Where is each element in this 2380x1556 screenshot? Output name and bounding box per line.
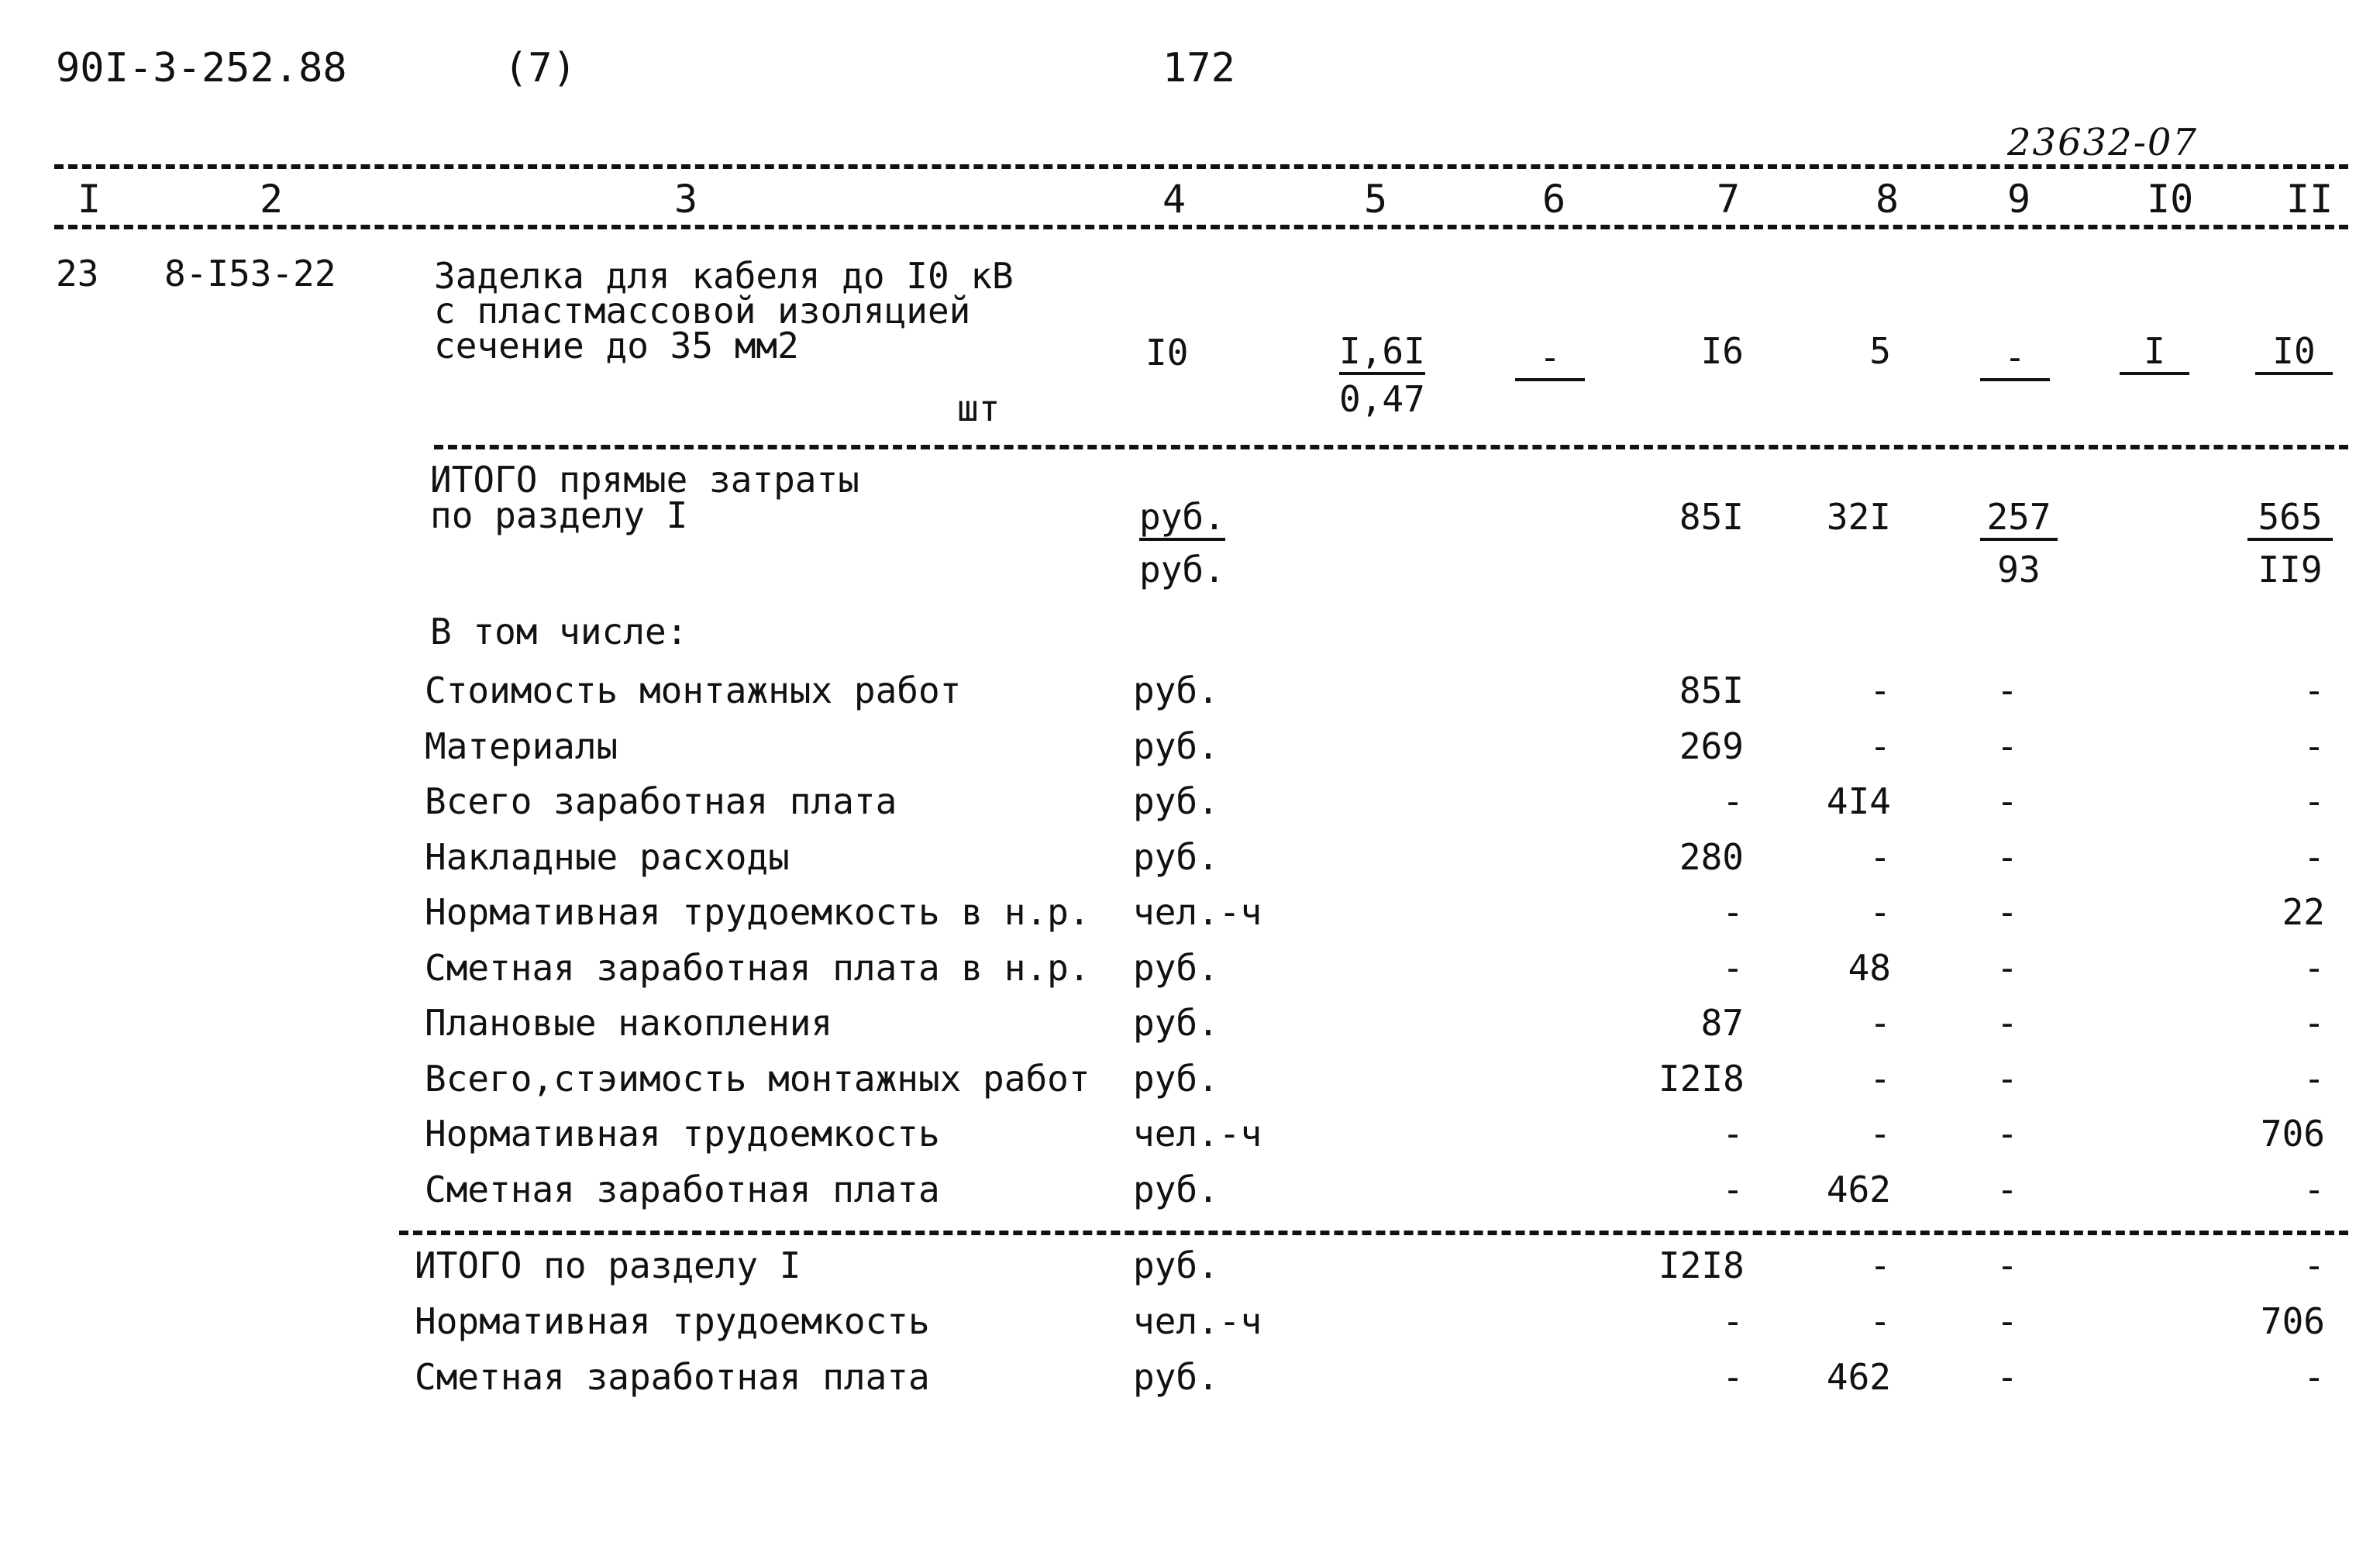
item-col5-top: I,6I [1339,333,1425,375]
row-col8: - [1869,1244,1891,1286]
item-col4: I0 [1145,332,1189,374]
item-code: 8-I53-22 [164,253,336,294]
row-label: Нормативная трудоемкость в н.р. [425,891,1090,933]
row-col8: - [1869,891,1891,933]
row-col7: I2I8 [1658,1057,1745,1100]
col-num-11: II [2286,177,2334,222]
row-col11: - [2303,670,2325,711]
total-direct-col11-bottom: II9 [2258,549,2323,590]
row-label: Всего,стэимость монтажных работ [425,1057,1090,1100]
row-label: ИТОГО по разделу I [415,1244,801,1286]
row-col11: - [2303,725,2325,767]
row-unit: руб. [1133,946,1219,989]
row-unit: руб. [1133,780,1219,822]
total-direct-label-line: по разделу I [430,494,688,536]
row-label: Нормативная трудоемкость [425,1113,940,1155]
row-col11: - [2303,946,2325,989]
row-col7: - [1722,780,1744,822]
row-label: Сметная заработная плата в н.р. [425,946,1090,989]
document-code: 90I-3-252.88 [56,45,347,91]
row-col9: - [1996,1168,2018,1210]
row-col7: - [1722,1356,1744,1398]
col-num-2: 2 [260,177,284,222]
col-num-3: 3 [674,177,698,222]
including-label: В том числе: [430,611,688,652]
row-col11: - [2303,835,2325,878]
row-col9: - [1996,1300,2018,1342]
item-col6-top: - [1515,339,1585,381]
row-col8: - [1869,1300,1891,1342]
row-col8: - [1869,725,1891,767]
row-unit: руб. [1133,670,1219,711]
item-col5-fraction [1339,330,1425,420]
row-col8: - [1869,1113,1891,1155]
row-col9: - [1996,835,2018,878]
row-col11: - [2303,1356,2325,1398]
item-col11 [2255,330,2333,375]
row-unit: чел.-ч [1133,1113,1262,1155]
col-num-8: 8 [1875,177,1900,222]
item-separator-rule [434,445,2348,449]
row-col8: 462 [1826,1356,1891,1398]
row-col9: - [1996,1057,2018,1100]
row-col8: 48 [1848,946,1891,989]
row-unit: руб. [1133,1356,1219,1398]
total-direct-unit [1139,496,1225,590]
row-col11: - [2303,780,2325,822]
row-col7: - [1722,1168,1744,1210]
item-col10 [2120,330,2189,375]
row-col11: - [2303,1244,2325,1286]
total-direct-col9-bottom: 93 [1997,549,2041,590]
item-number: 23 [56,253,99,294]
item-col5-bottom: 0,47 [1339,378,1425,420]
row-unit: руб. [1133,1244,1219,1286]
row-unit: руб. [1133,1002,1219,1044]
item-description-line: с пластмассовой изоляцией [434,290,971,332]
total-direct-label [430,459,859,536]
row-col8: - [1869,835,1891,878]
row-col7: 85I [1679,670,1744,711]
row-col7: 87 [1700,1002,1744,1044]
row-col11: - [2303,1057,2325,1100]
row-col8: 4I4 [1826,780,1891,822]
row-col9: - [1996,946,2018,989]
row-col7: - [1722,946,1744,989]
row-col9: - [1996,670,2018,711]
item-col11-top: I0 [2255,333,2333,375]
header-top-rule [54,164,2348,169]
row-col9: - [1996,780,2018,822]
row-label: Сметная заработная плата [425,1168,940,1210]
col-num-7: 7 [1717,177,1741,222]
total-direct-label-line: ИТОГО прямые затраты [430,459,859,501]
row-col9: - [1996,725,2018,767]
row-col9: - [1996,891,2018,933]
row-label: Нормативная трудоемкость [415,1300,930,1342]
row-col8: - [1869,1002,1891,1044]
col-num-10: I0 [2147,177,2194,222]
total-direct-col9 [1980,496,2058,590]
col-num-6: 6 [1542,177,1566,222]
item-col10-top: I [2120,333,2189,375]
row-col7: I2I8 [1658,1244,1745,1286]
row-col11: - [2303,1168,2325,1210]
item-description-line: сечение до 35 мм2 [434,325,799,367]
row-unit: чел.-ч [1133,1300,1262,1342]
row-unit: чел.-ч [1133,891,1262,933]
row-col8: 462 [1826,1168,1891,1210]
item-col6 [1515,336,1585,381]
total-direct-col8: 32I [1826,496,1891,538]
total-direct-col7: 85I [1679,496,1744,538]
item-col9 [1980,336,2050,381]
row-unit: руб. [1133,835,1219,878]
row-unit: руб. [1133,725,1219,767]
col-num-5: 5 [1364,177,1388,222]
row-col7: - [1722,1300,1744,1342]
item-unit: шт [957,387,1001,429]
total-direct-unit-top: руб. [1139,499,1225,541]
row-label: Стоимость монтажных работ [425,670,962,711]
item-description-line: Заделка для кабеля до I0 кВ [434,255,1014,297]
item-col7: I6 [1700,330,1744,372]
total-direct-unit-bottom: руб. [1139,549,1225,590]
col-num-4: 4 [1162,177,1187,222]
row-col11: 706 [2260,1113,2325,1155]
row-col7: 280 [1679,835,1744,878]
row-col9: - [1996,1356,2018,1398]
sheet-number: (7) [504,45,577,91]
page-number: 172 [1162,45,1235,91]
item-col8: 5 [1869,330,1891,372]
row-unit: руб. [1133,1057,1219,1100]
row-col7: 269 [1679,725,1744,767]
handwritten-code: 23632-07 [2007,121,2198,164]
row-label: Накладные расходы [425,835,790,878]
header-bottom-rule [54,225,2348,229]
row-label: Плановые накопления [425,1002,833,1044]
row-label: Сметная заработная плата [415,1356,930,1398]
row-unit: руб. [1133,1168,1219,1210]
item-description [434,255,1014,367]
row-col11: - [2303,1002,2325,1044]
total-direct-col11 [2247,496,2333,590]
row-col7: - [1722,1113,1744,1155]
item-col9-top: - [1980,339,2050,381]
row-col9: - [1996,1002,2018,1044]
row-col11: 706 [2260,1300,2325,1342]
row-label: Всего заработная плата [425,780,897,822]
row-col9: - [1996,1113,2018,1155]
row-col7: - [1722,891,1744,933]
section-total-rule [399,1231,2348,1235]
col-num-9: 9 [2007,177,2031,222]
row-col8: - [1869,1057,1891,1100]
col-num-1: I [77,177,102,222]
total-direct-col9-top: 257 [1980,499,2058,541]
row-col8: - [1869,670,1891,711]
row-col9: - [1996,1244,2018,1286]
row-col11: 22 [2282,891,2325,933]
total-direct-col11-top: 565 [2247,499,2333,541]
row-label: Материалы [425,725,618,767]
